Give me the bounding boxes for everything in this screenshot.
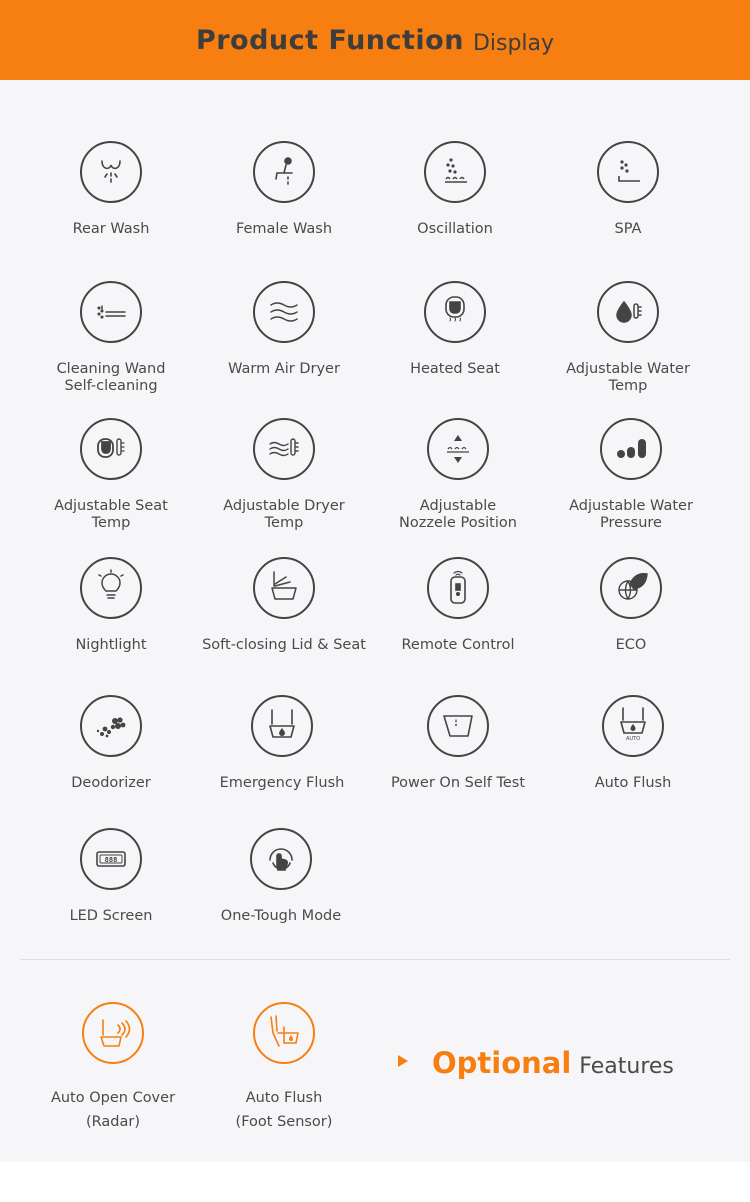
eco-leaf-icon: [600, 557, 662, 619]
header-title-sub: Display: [472, 30, 555, 56]
radar-cover-icon: [82, 1002, 144, 1064]
section-divider: [20, 959, 730, 960]
remote-icon: [427, 557, 489, 619]
feature-label: Adjustable Water Temp: [566, 361, 690, 394]
feature-label: Adjustable Seat Temp: [54, 498, 168, 531]
feature-label: Adjustable Water Pressure: [569, 498, 693, 531]
nozzle-position-icon: [427, 418, 489, 480]
feature-self-test: [358, 695, 558, 792]
feature-label: Cleaning Wand Self-cleaning: [56, 361, 166, 394]
emergency-flush-icon: [251, 695, 313, 757]
auto-flush-icon: [602, 695, 664, 757]
lightbulb-icon: [80, 557, 142, 619]
feature-water-temp: [528, 281, 728, 395]
self-test-icon: [427, 695, 489, 757]
feature-rear-wash: [11, 141, 211, 238]
optional-foot-sensor-flush: [184, 1002, 384, 1134]
feature-label: Power On Self Test: [390, 775, 526, 791]
feature-label: Remote Control: [401, 637, 515, 653]
feature-water-pressure: [531, 418, 731, 532]
optional-auto-open-cover: [13, 1002, 213, 1134]
feature-emergency-flush: [182, 695, 382, 792]
page-header: [0, 0, 750, 80]
feature-label: Rear Wash: [72, 221, 150, 237]
feature-label: Heated Seat: [410, 361, 500, 377]
feature-auto-flush: [533, 695, 733, 792]
water-pressure-icon: [600, 418, 662, 480]
feature-label: SPA: [614, 221, 642, 237]
feature-eco: [531, 557, 731, 654]
led-screen-icon: [80, 828, 142, 890]
feature-label: Warm Air Dryer: [228, 361, 340, 377]
deodorizer-icon: [80, 695, 142, 757]
feature-label: Female Wash: [235, 221, 333, 237]
feature-one-touch-mode: [181, 828, 381, 925]
feature-spa: [528, 141, 728, 238]
wand-self-clean-icon: [80, 281, 142, 343]
feature-wand-self-clean: [11, 281, 211, 395]
feature-label: ECO: [615, 637, 647, 653]
feature-warm-air-dryer: [184, 281, 384, 378]
oscillation-icon: [424, 141, 486, 203]
foot-sensor-icon: [253, 1002, 315, 1064]
feature-deodorizer: [11, 695, 211, 792]
feature-label: Deodorizer: [71, 775, 151, 791]
header-title-main: Product Function: [195, 24, 464, 56]
features-panel: [0, 80, 750, 1162]
warm-air-icon: [253, 281, 315, 343]
feature-nightlight: [11, 557, 211, 654]
heated-seat-icon: [424, 281, 486, 343]
feature-heated-seat: [355, 281, 555, 378]
feature-label: Soft-closing Lid & Seat: [202, 637, 366, 653]
feature-seat-temp: [11, 418, 211, 532]
water-temp-icon: [597, 281, 659, 343]
feature-label: Auto Flush: [594, 775, 672, 791]
play-triangle-icon: [398, 1055, 408, 1067]
feature-label: Adjustable Nozzele Position: [399, 498, 517, 531]
spa-icon: [597, 141, 659, 203]
feature-oscillation: [355, 141, 555, 238]
optional-heading-sub: Features: [579, 1054, 674, 1079]
feature-label: LED Screen: [69, 908, 153, 924]
feature-label: One-Tough Mode: [220, 908, 342, 924]
auto-flush-icon-text: AUTO: [625, 736, 641, 742]
feature-nozzle-position: [358, 418, 558, 532]
feature-remote-control: [358, 557, 558, 654]
led-screen-icon-text: 888: [104, 856, 118, 864]
soft-close-lid-icon: [253, 557, 315, 619]
feature-label: Adjustable Dryer Temp: [223, 498, 345, 531]
rear-wash-icon: [80, 141, 142, 203]
feature-female-wash: [184, 141, 384, 238]
feature-label: Nightlight: [75, 637, 147, 653]
feature-label: Oscillation: [417, 221, 493, 237]
female-wash-icon: [253, 141, 315, 203]
optional-label: Auto Open Cover (Radar): [50, 1090, 176, 1130]
one-touch-icon: [250, 828, 312, 890]
seat-temp-icon: [80, 418, 142, 480]
feature-label: Emergency Flush: [219, 775, 345, 791]
feature-soft-close-lid: [184, 557, 384, 654]
optional-label: Auto Flush (Foot Sensor): [235, 1090, 333, 1130]
dryer-temp-icon: [253, 418, 315, 480]
optional-heading-main: Optional: [432, 1046, 572, 1080]
optional-features-heading: [398, 1046, 674, 1080]
feature-dryer-temp: [184, 418, 384, 532]
